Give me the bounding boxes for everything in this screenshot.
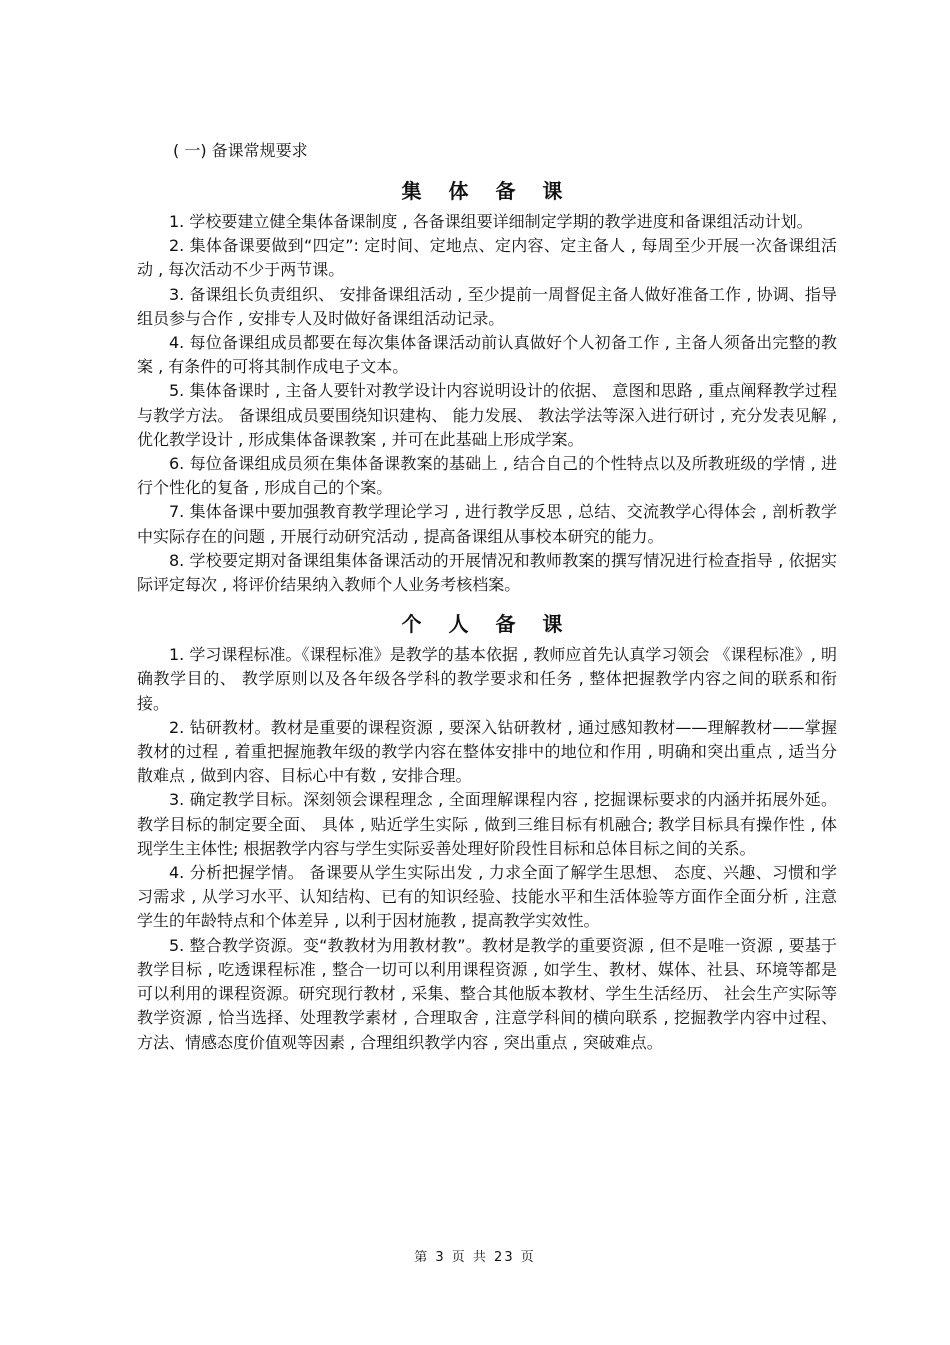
section-title-collective: 集 体 备 课 [401,179,573,203]
paragraph: 3. 备课组长负责组织、 安排备课组活动 , 至少提前一周督促主备人做好准备工作 , 协调、指导组员参与合作 , 安排专人及时做好备课组活动记录。 [137,284,837,328]
paragraph: 2. 钻研教材。教材是重要的课程资源 , 要深入钻研教材 , 通过感知教材——理解教材——掌握教材的过程 , 着重把握施教年级的教学内容在整体安排中的地位和作用 , 明确和突出重点 , 适当分散难点 , 做到内容、目标心中有数 , 安排合理。 [137,717,837,786]
paragraph: 6. 每位备课组成员须在集体备课教案的基础上 , 结合自己的个性特点以及所教班级的学情 , 进行个性化的复备 , 形成自己的个案。 [137,454,837,498]
paragraph: 1. 学习课程标准。《课程标准》是教学的基本依据 , 教师应首先认真学习领会 《课程标准》, 明确教学目的、 教学原则以及各年级各学科的教学要求和任务 , 整体把握教学内容之间的联系和衔接。 [137,645,837,713]
document-body [137,138,837,1055]
paragraph: 4. 每位备课组成员都要在每次集体备课活动前认真做好个人初备工作 , 主备人须备出完整的教案 , 有条件的可将其制作成电子文本。 [137,333,837,377]
paragraph: 8. 学校要定期对备课组集体备课活动的开展情况和教师教案的撰写情况进行检查指导 , 依据实际评定每次 , 将评价结果纳入教师个人业务考核档案。 [137,550,837,595]
paragraph: 3. 确定教学目标。深刻领会课程理念 , 全面理解课程内容 , 挖掘课标要求的内涵并拓展外延。 教学目标的制定要全面、 具体 , 贴近学生实际 , 做到三维目标有机融合; 教学目标具有操作性 , 体现学生主体性; 根据教学内容与学生实际妥善处理好阶段性目标和总体目标之间的关系。 [137,790,837,858]
subheading: ( 一) 备课常规要求 [173,141,308,160]
paragraph: 1. 学校要建立健全集体备课制度 , 各备课组要详细制定学期的教学进度和备课组活动计划。 [169,212,813,231]
paragraph: 7. 集体备课中要加强教育教学理论学习 , 进行教学反思 , 总结、交流教学心得体会 , 剖析教学中实际存在的问题 , 开展行动研究活动 , 提高备课组从事校本研究的能力。 [137,502,837,546]
page-footer: 第 3 页 共 23 页 [414,1250,536,1265]
paragraph: 5. 集体备课时 , 主备人要针对教学设计内容说明设计的依据、 意图和思路 , 重点阐释教学过程与教学方法。 备课组成员要围绕知识建构、 能力发展、 教法学法等深入进行研讨 , 充分发表见解 , 优化教学设计 , 形成集体备课教案 , 并可在此基础上形成学案。 [137,381,837,449]
paragraph: 5. 整合教学资源。变“教教材为用教材教”。教材是教学的重要资源 , 但不是唯一资源 , 要基于教学目标 , 吃透课程标准 , 整合一切可以利用课程资源 , 如学生、教材、媒体、社县、环境等都是可以利用的课程资源。研究现行教材 , 采集、整合其他版本教材、学生生活经历、 社会生产实际等教学资源 , 恰当选择、处理教学素材 , 合理取舍 , 注意学科间的横向联系 , 挖掘教学内容中过程、 方法、情感态度价值观等因素 , 合理组织教学内容 , 突出重点 , 突破难点。 [137,935,837,1052]
paragraph: 4. 分析把握学情。 备课要从学生实际出发 , 力求全面了解学生思想、 态度、兴趣、习惯和学习需求 , 从学习水平、认知结构、已有的知识经验、技能水平和生活体验等方面作全面分析 , 注意学生的年龄特点和个体差异 , 以利于因材施教 , 提高教学实效性。 [137,863,837,931]
section-title-individual: 个 人 备 课 [401,612,573,637]
paragraph: 2. 集体备课要做到“四定”: 定时间、定地点、定内容、定主备人 , 每周至少开展一次备课组活动 , 每次活动不少于两节课。 [137,236,837,280]
